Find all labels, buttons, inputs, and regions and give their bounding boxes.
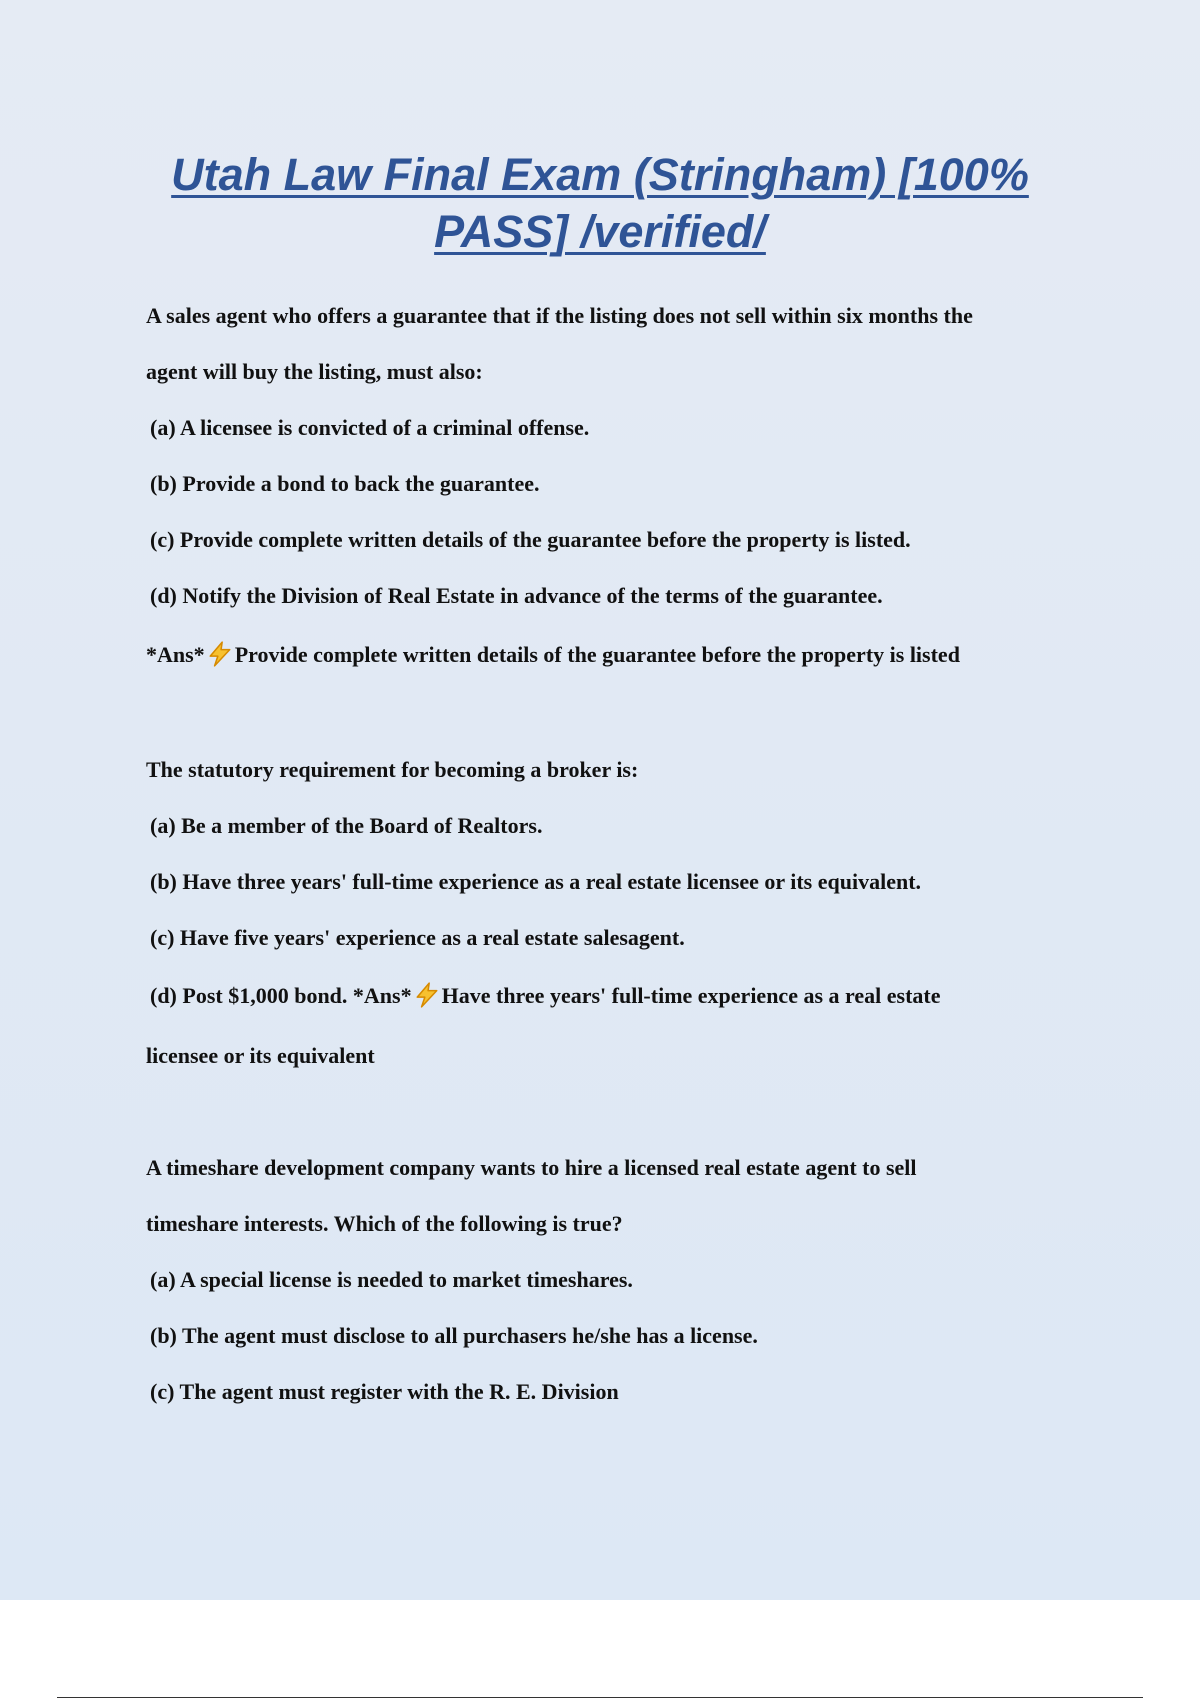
answer-prefix: *Ans* (352, 983, 412, 1008)
option-d-with-answer (146, 979, 1086, 1041)
question-stem: A timeshare development company wants to hire a licensed real estate agent to sell (146, 1155, 917, 1180)
question-3 (146, 1153, 1086, 1433)
footer-divider (57, 1697, 1143, 1698)
answer-prefix: *Ans* (146, 642, 205, 667)
answer-text: Have three years' full-time experience as a real estate (441, 983, 941, 1008)
answer-text-continued: licensee or its equivalent (146, 1043, 375, 1068)
question-1 (146, 300, 1086, 755)
option-d: (d) Notify the Division of Real Estate in advance of the terms of the guarantee. (150, 583, 883, 608)
option-a: (a) A licensee is convicted of a criminal offense. (150, 415, 590, 440)
question-stem: timeshare interests. Which of the following is true? (146, 1211, 623, 1236)
option-c: (c) Have five years' experience as a real estate salesagent. (150, 925, 685, 950)
option-d: (d) Post $1,000 bond. (150, 983, 348, 1008)
answer-line (146, 638, 1086, 755)
answer-text: Provide complete written details of the guarantee before the property is listed (234, 642, 960, 667)
option-c: (c) Provide complete written details of the guarantee before the property is listed. (150, 527, 911, 552)
lightning-bolt-icon (414, 982, 440, 1008)
question-stem: A sales agent who offers a guarantee that if the listing does not sell within six months the (146, 303, 973, 328)
question-stem: The statutory requirement for becoming a broker is: (146, 757, 639, 782)
document-body (146, 300, 1086, 1433)
lightning-bolt-icon (207, 641, 233, 667)
question-2 (146, 755, 1086, 1153)
option-b: (b) Provide a bond to back the guarantee. (150, 471, 540, 496)
option-a: (a) Be a member of the Board of Realtors. (150, 813, 543, 838)
option-b: (b) The agent must disclose to all purchasers he/she has a license. (150, 1323, 758, 1348)
option-b: (b) Have three years' full-time experience as a real estate licensee or its equivalent. (150, 869, 922, 894)
question-stem: agent will buy the listing, must also: (146, 359, 483, 384)
option-c: (c) The agent must register with the R. E. Division (150, 1379, 619, 1404)
document-title: Utah Law Final Exam (Stringham) [100% PASS] /verified/ (171, 149, 1029, 257)
option-a: (a) A special license is needed to market timeshares. (150, 1267, 633, 1292)
